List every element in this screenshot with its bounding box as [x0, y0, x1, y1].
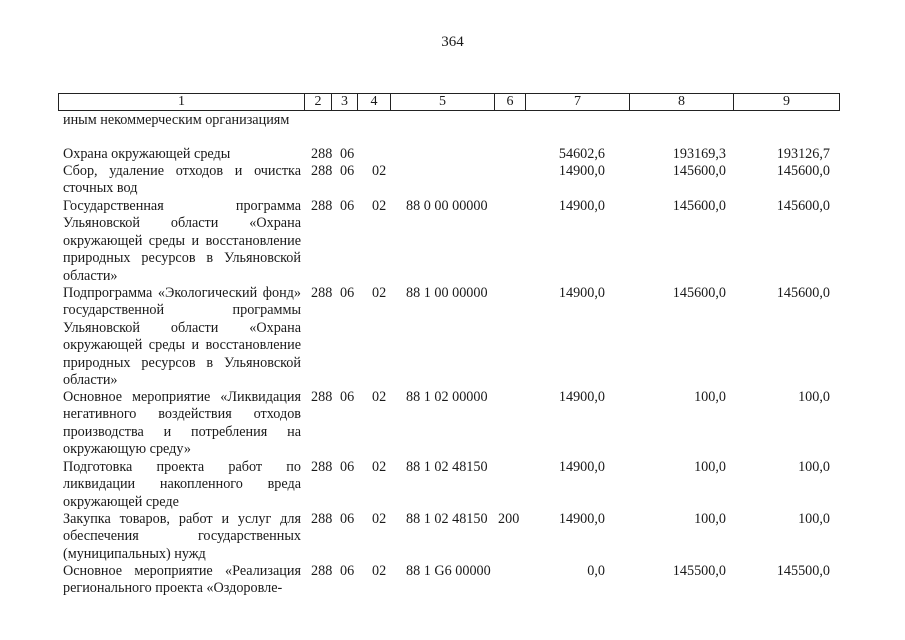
row-col-8: 100,0 [694, 459, 726, 475]
row-col-7: 54602,6 [558, 146, 605, 162]
header-col-3: 3 [332, 94, 358, 110]
header-col-7: 7 [526, 94, 630, 110]
row-col-2: 288 [311, 563, 333, 579]
row-col-6: 200 [498, 511, 520, 527]
row-col-9: 145600,0 [776, 163, 830, 179]
row-col-3: 06 [340, 163, 355, 179]
row-col-3: 06 [340, 146, 355, 162]
row-name: Закупка товаров, работ и услуг для обеспечения государственных (муниципальных) нужд [63, 511, 301, 562]
row-col-7: 0,0 [587, 563, 605, 579]
row-col-2: 288 [311, 389, 333, 405]
row-col-5: 88 1 02 00000 [406, 389, 488, 405]
row-col-3: 06 [340, 511, 355, 527]
row-col-3: 06 [340, 459, 355, 475]
row-col-8: 145600,0 [672, 285, 726, 301]
row-name: Подготовка проекта работ по ликвидации накопленного вреда окружающей среде [63, 459, 301, 510]
header-col-4: 4 [358, 94, 391, 110]
row-col-4: 02 [372, 563, 387, 579]
row-col-7: 14900,0 [558, 163, 605, 179]
row-col-5: 88 1 G6 00000 [406, 563, 491, 579]
header-col-9: 9 [783, 94, 790, 109]
row-col-4: 02 [372, 459, 387, 475]
row-col-4: 02 [372, 163, 387, 179]
row-col-9: 145500,0 [776, 563, 830, 579]
row-name: Государственная программа Ульяновской области «Охрана окружающей среды и восстановление природных ресурсов в Ульяновской области» [63, 198, 301, 284]
table-header [58, 93, 840, 111]
row-col-5: 88 1 02 48150 [406, 511, 488, 527]
row-col-2: 288 [311, 459, 333, 475]
row-name: Подпрограмма «Экологический фонд» государственной программы Ульяновской области «Охрана окружающей среды и восстановление природных ресурсов в Ульяновской области» [63, 285, 301, 389]
row-col-2: 288 [311, 511, 333, 527]
header-col-5: 5 [391, 94, 495, 110]
header-col-2: 2 [305, 94, 332, 110]
row-col-9: 145600,0 [776, 285, 830, 301]
row-name: Сбор, удаление отходов и очистка сточных вод [63, 163, 301, 197]
row-col-9: 100,0 [798, 459, 830, 475]
row-col-5: 88 1 02 48150 [406, 459, 488, 475]
row-col-2: 288 [311, 198, 333, 214]
row-col-7: 14900,0 [558, 285, 605, 301]
row-col-8: 145500,0 [672, 563, 726, 579]
row-col-8: 145600,0 [672, 163, 726, 179]
row-name: Охрана окружающей среды [63, 146, 231, 162]
row-col-3: 06 [340, 389, 355, 405]
row-col-7: 14900,0 [558, 511, 605, 527]
row-name: иным некоммерческим организациям [63, 112, 290, 128]
row-col-3: 06 [340, 285, 355, 301]
row-col-9: 193126,7 [776, 146, 830, 162]
row-col-7: 14900,0 [558, 198, 605, 214]
row-col-7: 14900,0 [558, 389, 605, 405]
header-col-1: 1 [59, 94, 305, 110]
row-col-4: 02 [372, 389, 387, 405]
row-col-4: 02 [372, 198, 387, 214]
row-col-9: 100,0 [798, 389, 830, 405]
row-name: Основное мероприятие «Ликвидация негативного воздействия отходов производства и потребления на окружающую среду» [63, 389, 301, 458]
row-col-2: 288 [311, 146, 333, 162]
header-col-6: 6 [495, 94, 526, 110]
row-col-7: 14900,0 [558, 459, 605, 475]
row-col-4: 02 [372, 285, 387, 301]
row-col-8: 193169,3 [672, 146, 726, 162]
page-number: 364 [441, 34, 464, 50]
row-col-9: 145600,0 [776, 198, 830, 214]
row-col-8: 100,0 [694, 389, 726, 405]
row-name: Основное мероприятие «Реализация регионального проекта «Оздоровле- [63, 563, 301, 597]
row-col-3: 06 [340, 198, 355, 214]
row-col-2: 288 [311, 285, 333, 301]
row-col-4: 02 [372, 511, 387, 527]
row-col-8: 100,0 [694, 511, 726, 527]
row-col-9: 100,0 [798, 511, 830, 527]
row-col-8: 145600,0 [672, 198, 726, 214]
row-col-2: 288 [311, 163, 333, 179]
header-col-8: 8 [630, 94, 734, 110]
row-col-3: 06 [340, 563, 355, 579]
row-col-5: 88 1 00 00000 [406, 285, 488, 301]
row-col-5: 88 0 00 00000 [406, 198, 488, 214]
